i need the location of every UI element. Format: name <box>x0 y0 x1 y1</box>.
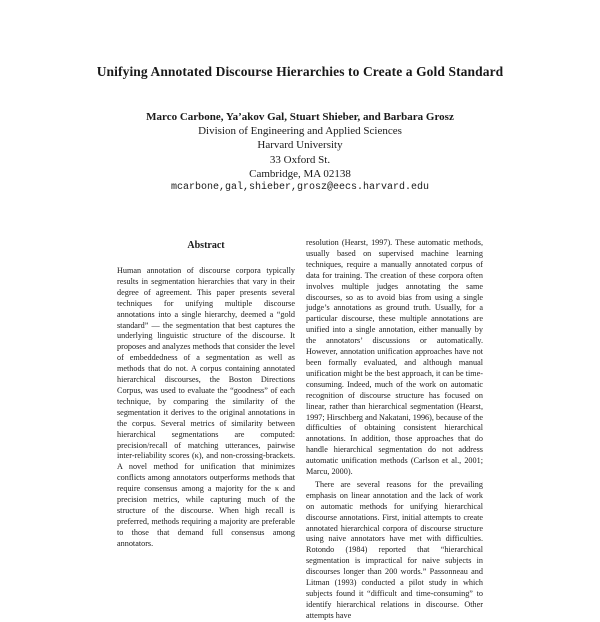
university: Harvard University <box>257 139 343 152</box>
abstract-heading: Abstract <box>187 240 225 251</box>
affiliation: Division of Engineering and Applied Sciences <box>198 125 402 138</box>
body-paragraph: There are several reasons for the prevailing emphasis on linear annotation and the lack of work on automatic methods for unifying hierarchical discourse annotations. First, initial attempts to create annotated hierarchical corpora of discourse structure using naive annotators have met with difficulties. Rotondo (1984) reported that “hierarchical segmentation is impractical for naive subjects in discourses longer than 200 words.” Passonneau and Litman (1993) conducted a pilot study in which subjects found it “difficult and time-consuming” to identify hierarchical relations in discourse. Other attempts have <box>306 479 483 620</box>
city-address: Cambridge, MA 02138 <box>249 167 351 180</box>
abstract-text: Human annotation of discourse corpora typically results in segmentation hierarchies that vary in their degree of agreement. This paper presents several techniques for unifying multiple discourse annotations into a single hierarchy, deemed a “gold standard” — the segmentation that best captures the underlying linguistic structure of the discourse. It proposes and analyzes methods that consider the level of embeddedness of a segmentation as well as methods that do not. A corpus containing annotated hierarchical discourses, the Boston Directions Corpus, was used to evaluate the “goodness” of each technique, by comparing the similarity of the segmentation it derives to the original annotations in the corpus. Several metrics of similarity between hierarchical segmentations are computed: precision/recall of matching utterances, pairwise inter-reliability scores (κ), and non-crossing-brackets. A novel method for unification that minimizes conflicts among annotators outperforms methods that require consensus among a majority for the κ and precision metrics, while capturing much of the structure of the discourse. When high recall is preferred, methods requiring a majority are preferable to those that demand full consensus among annotators. <box>117 266 295 548</box>
body-paragraph: resolution (Hearst, 1997). These automatic methods, usually based on supervised machine learning techniques, require a manually annotated corpus of data for training. The creation of these corpora often involves multiple judges annotating the same discourses, so as to avoid bias from using a single judge’s annotations as ground truth. Usually, for a particular discourse, these multiple annotations are unified into a single annotation, either manually by the annotators’ discussions or automatically. However, annotation unification approaches have not been formally evaluated, and although manual unification might be the best approach, it can be time-consuming. Indeed, much of the work on automatic recognition of discourse structure has focused on linear, rather than hierarchical segmentation (Hearst, 1997; Hirschberg and Nakatani, 1996), because of the difficulties of obtaining consistent hierarchical annotations. In addition, those approaches that do handle hierarchical segmentation do not address automatic unification methods (Carlson et al., 2001; Marcu, 2000). <box>306 238 483 477</box>
abstract-column <box>117 266 295 550</box>
paper-title: Unifying Annotated Discourse Hierarchies to Create a Gold Standard <box>96 64 504 79</box>
author-names: Marco Carbone, Ya’akov Gal, Stuart Shieber, and Barbara Grosz <box>146 111 454 123</box>
author-block <box>0 110 600 195</box>
body-column <box>306 238 483 622</box>
street-address: 33 Oxford St. <box>269 153 331 166</box>
author-email: mcarbone,gal,shieber,grosz@eecs.harvard.edu <box>170 182 430 194</box>
